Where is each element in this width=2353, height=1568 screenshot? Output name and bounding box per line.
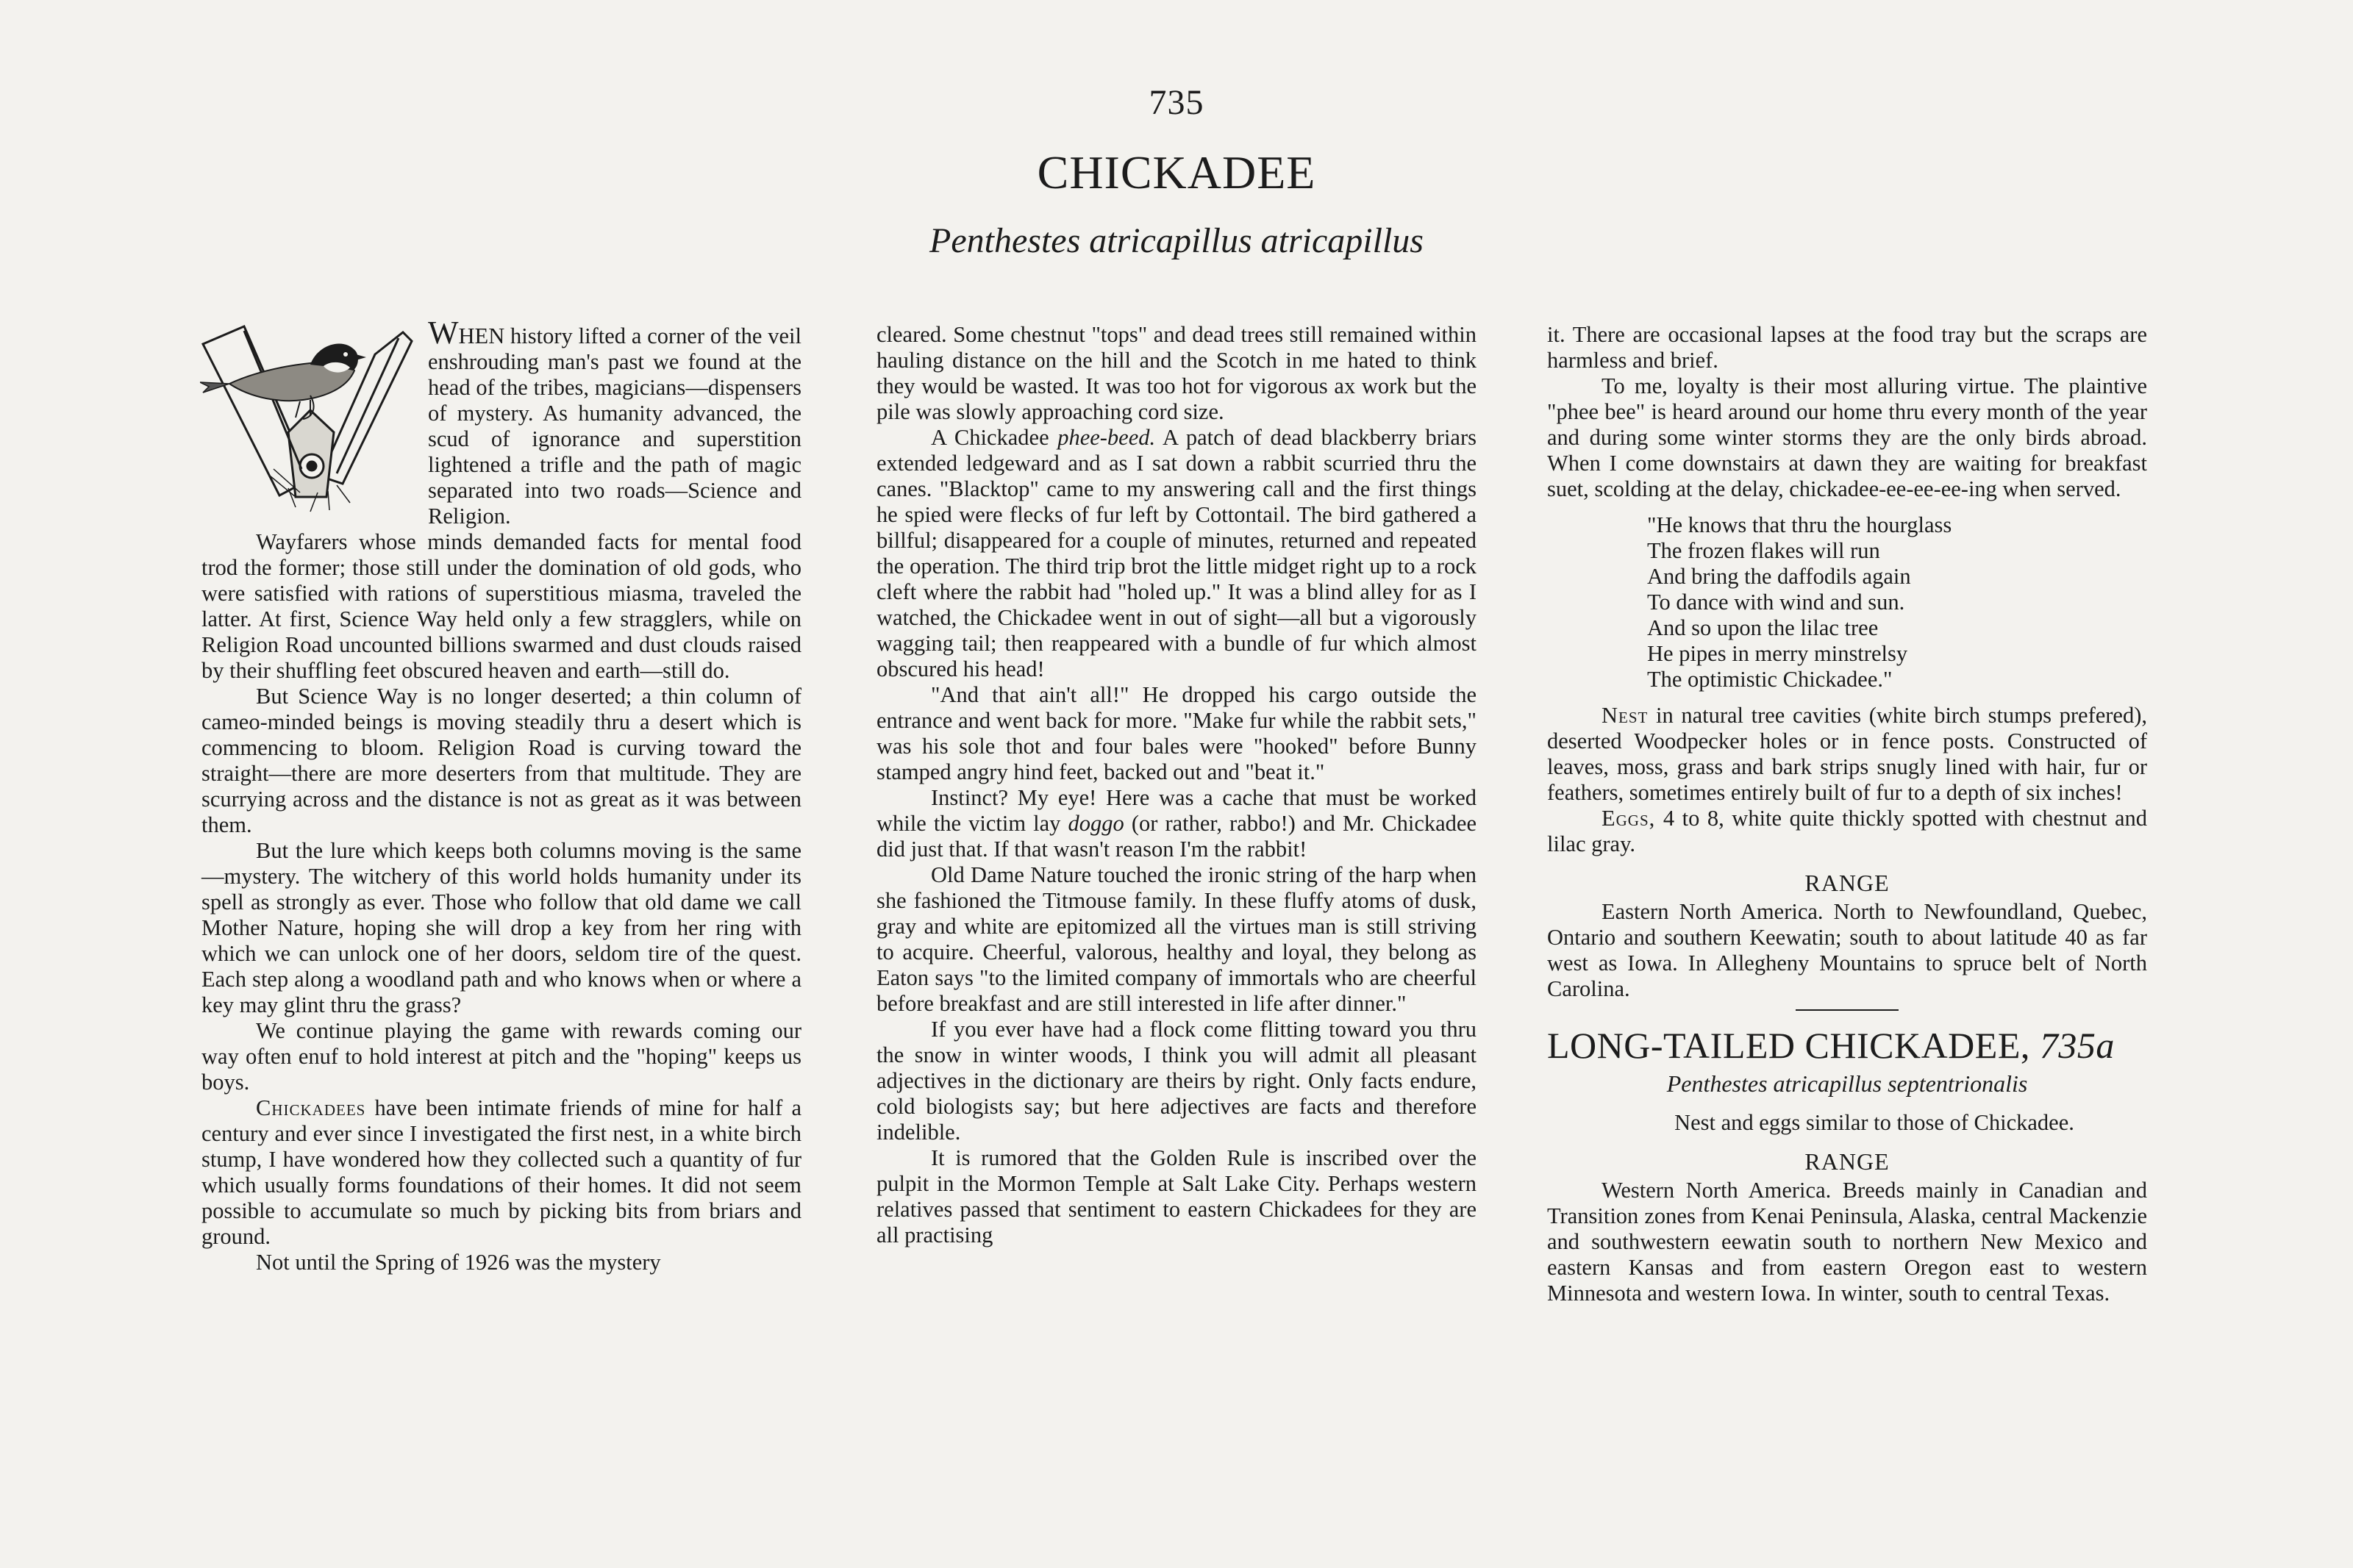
poem-line: And so upon the lilac tree [1647,615,1879,640]
poem-line: He pipes in merry minstrelsy [1647,641,1908,666]
nest-paragraph [1547,703,2147,806]
subspecies-title [1547,1024,2147,1067]
page-number: 735 [1149,83,1204,122]
lead-word: Eggs, [1602,806,1656,831]
paragraph: Old Dame Nature touched the ironic string of the harp when she fashioned the Titmouse family. In these fluffy atoms of dusk, gray and white are epitomized all the virtues man is still striving to acquire. Cheerful, valorous, healthy and loyal, they belong as Eaton says "to the limited company of immortals who are cheerful before breakfast and are still interested in life after dinner." [876,862,1477,1016]
paragraph: Wayfarers whose minds demanded facts for mental food trod the former; those still under the domination of old gods, who were satisfied with rations of superstitious miasma, traveled the latter. At first, Science Way held only a few stragglers, while on Religion Road uncounted billions swarmed and dust clouds raised by their shuffling feet obscured heaven and earth—still do. [201,529,801,683]
paragraph-text: (or rather, rabbo!) and Mr. Chickadee did just that. If that wasn't reason I'm the rabbit! [876,811,1477,862]
subspecies-nest: Nest and eggs similar to those of Chickadee. [1674,1110,2074,1135]
range-heading: RANGE [1804,1148,1890,1175]
lead-word: Chickadees [256,1095,366,1120]
paragraph-text: Instinct? My eye! Here was a cache that must be worked while the victim lay [876,785,1477,836]
column-right [1547,322,2147,1306]
subspecies-number: 735a [2039,1025,2115,1066]
paragraph: We continue playing the game with rewards coming our way often enuf to hold interest at pitch and the "hoping" keeps us boys. [201,1018,801,1095]
range-heading: RANGE [1804,870,1890,896]
column-left [201,315,801,1275]
dropcap-letter: W [428,315,459,351]
paragraph: But Science Way is no longer deserted; a thin column of cameo-minded beings is moving steadily thru a desert which is commencing to bloom. Religion Road is curving toward the straight—there are more deserters from that multitude. They are scurrying across and the distance is not as great as it was between them. [201,684,801,837]
eggs-paragraph [1547,806,2147,857]
poem-line: To dance with wind and sun. [1647,590,1905,615]
paragraph-text: have been intimate friends of mine for half a century and ever since I investigated the first nest, in a white birch stump, I have wondered how they collected such a quantity of fur which usually forms foundations of their homes. It did not seem possible to accumulate so much by picking bits from briars and ground. [201,1095,801,1249]
paragraph: Not until the Spring of 1926 was the mystery [256,1250,661,1275]
section-divider [1796,1009,1899,1011]
subspecies-scientific-name: Penthestes atricapillus septentrionalis [1666,1070,2028,1097]
page-title: CHICKADEE [1037,146,1316,198]
poem-line: And bring the daffodils again [1647,564,1911,589]
emphasis: doggo [1068,811,1124,836]
paragraph: It is rumored that the Golden Rule is inscribed over the pulpit in the Mormon Temple at Salt Lake City. Perhaps western relatives passed that sentiment to eastern Chickadees for they are all practising [876,1145,1477,1247]
poem-line: The frozen flakes will run [1647,538,1880,563]
paragraph: it. There are occasional lapses at the food tray but the scraps are harmless and brief. [1547,322,2147,373]
subspecies-name: LONG-TAILED CHICKADEE, [1547,1025,2040,1066]
paragraph [876,425,1477,682]
emphasis: phee-beed. [1057,425,1156,450]
paragraph: To me, loyalty is their most alluring virtue. The plaintive "phee bee" is heard around our home thru every month of the year and during some winter storms they are the only birds abroad. When I come downstairs at dawn they are waiting for breakfast suet, scolding at the delay, chickadee-ee-ee-ee-ing when served. [1547,373,2147,501]
paragraph-text: HEN history lifted a corner of the veil enshrouding man's past we found at the head of the tribes, magicians—dispensers of mystery. As humanity advanced, the scud of ignorance and superstition lightened a trifle and the path of magic separated into two roads—Science and Religion. [428,323,801,529]
lead-word: Nest [1602,703,1649,728]
paragraph-text: in natural tree cavities (white birch stumps prefered), deserted Woodpecker holes or in fence posts. Constructed of leaves, moss, grass and bark strips snugly lined with hair, fur or feathers, sometimes entirely built of fur to a depth of six inches! [1547,703,2147,805]
dropcap-illustration [200,322,428,515]
paragraph: "And that ain't all!" He dropped his cargo outside the entrance and went back for more. "Make fur while the rabbit sets," was his sole thot and four bales were "hooked" before Bunny stamped angry hind feet, backed out and "beat it." [876,682,1477,784]
range-paragraph: Eastern North America. North to Newfoundland, Quebec, Ontario and southern Keewatin; south to about latitude 40 as far west as Iowa. In Allegheny Mountains to spruce belt of North Carolina. [1547,899,2147,1001]
paragraph [876,785,1477,862]
paragraph: If you ever have had a flock come flitting toward you thru the snow in winter woods, I think you will admit all pleasant adjectives in the dictionary are theirs by right. Only facts endure, cold biologists say; but here adjectives are facts and therefore indelible. [876,1017,1477,1145]
poem-line: "He knows that thru the hourglass [1647,512,1952,537]
range-paragraph: Western North America. Breeds mainly in Canadian and Transition zones from Kenai Peninsula, Alaska, central Mackenzie and southwestern eewatin south to northern New Mexico and eastern Kansas and from eastern Oregon east to western Minnesota and western Iowa. In winter, south to central Texas. [1547,1178,2147,1306]
poem [1647,512,2147,692]
column-middle [876,322,1477,1248]
paragraph [201,1095,801,1250]
paragraph-text: A Chickadee [931,425,1058,450]
paragraph: But the lure which keeps both columns moving is the same—mystery. The witchery of this world holds humanity under its spell as strongly as ever. Those who follow that old dame we call Mother Nature, hoping she will drop a key from her ring with which we can unlock one of her doors, seldom tire of the quest. Each step along a woodland path and who knows when or where a key may glint thru the grass? [201,838,801,1017]
paragraph-text: A patch of dead blackberry briars extended ledgeward and as I sat down a rabbit scurried thru the canes. "Blacktop" came to my answering call and the first things he spied were flecks of fur left by Cottontail. The bird gathered a billful; disappeared for a couple of minutes, returned and repeated the operation. The third trip brot the little midget right up to a rock cleft where the rabbit had "holed up." It was a blind alley for as I watched, the Chickadee went in out of sight—all but a vigorously wagging tail; then reappeared with a bundle of fur which almost obscured his head! [876,425,1477,681]
poem-line: The optimistic Chickadee." [1647,667,1893,692]
paragraph: cleared. Some chestnut "tops" and dead trees still remained within hauling distance on the hill and the Scotch in me hated to think they would be wasted. It was too hot for vigorous ax work but the pile was slowly approaching cord size. [876,322,1477,424]
scientific-name: Penthestes atricapillus atricapillus [929,221,1424,260]
chickadee-illustration [200,322,428,515]
paragraph-text: 4 to 8, white quite thickly spotted with chestnut and lilac gray. [1547,806,2147,856]
